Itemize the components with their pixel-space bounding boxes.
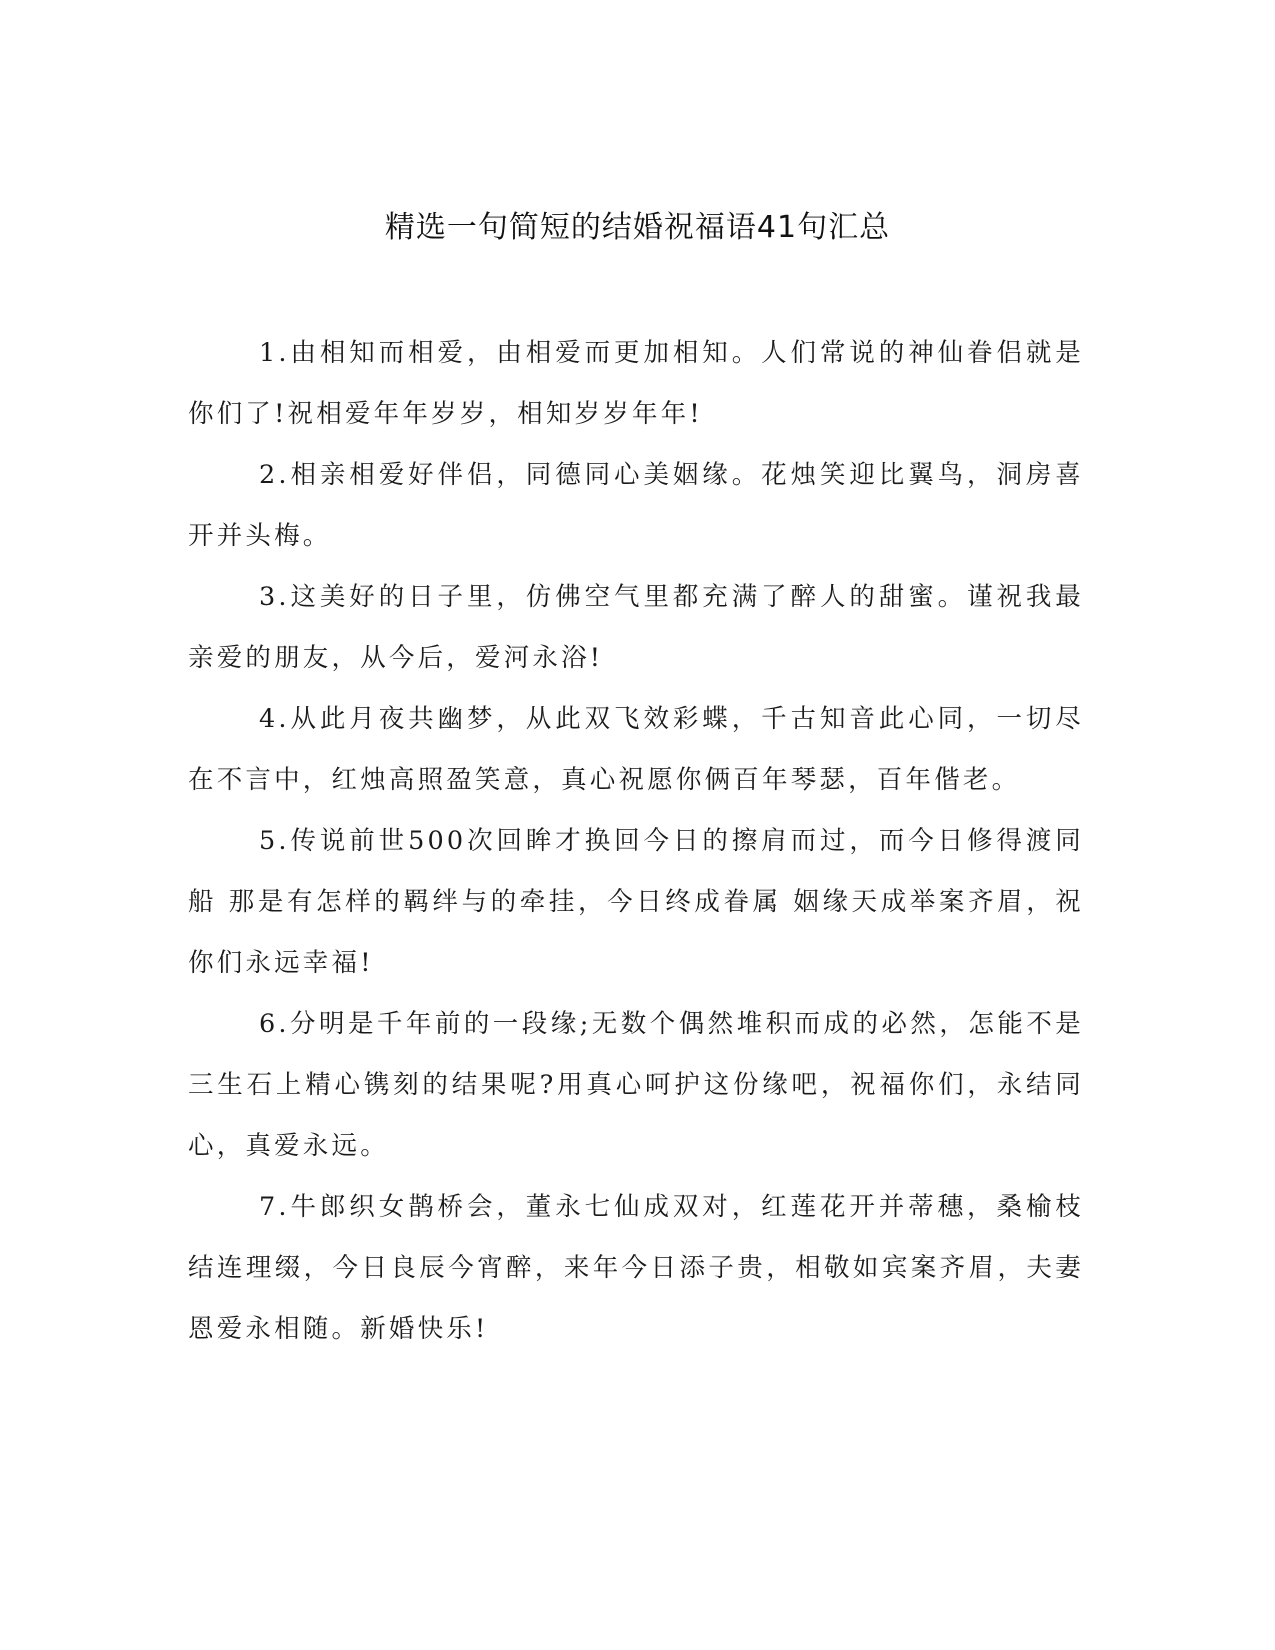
paragraph-1: 1.由相知而相爱，由相爱而更加相知。人们常说的神仙眷侣就是你们了!祝相爱年年岁岁，相知岁岁年年! xyxy=(188,338,1084,429)
document-title: 精选一句简短的结婚祝福语41句汇总 xyxy=(384,210,891,245)
paragraph-7: 7.牛郎织女鹊桥会，董永七仙成双对，红莲花开并蒂穗，桑榆枝结连理缀，今日良辰今宵醉，来年今日添子贵，相敬如宾案齐眉，夫妻恩爱永相随。新婚快乐! xyxy=(188,1192,1084,1344)
paragraph-5: 5.传说前世500次回眸才换回今日的擦肩而过，而今日修得渡同船 那是有怎样的羁绊与的牵挂，今日终成眷属 姻缘天成举案齐眉，祝你们永远幸福! xyxy=(188,826,1084,978)
document-body xyxy=(188,323,1084,1360)
paragraph-3: 3.这美好的日子里，仿佛空气里都充满了醉人的甜蜜。谨祝我最亲爱的朋友，从今后，爱河永浴! xyxy=(188,582,1084,673)
paragraph-2: 2.相亲相爱好伴侣，同德同心美姻缘。花烛笑迎比翼鸟，洞房喜开并头梅。 xyxy=(188,460,1084,551)
paragraph-6: 6.分明是千年前的一段缘;无数个偶然堆积而成的必然，怎能不是三生石上精心镌刻的结果呢?用真心呵护这份缘吧，祝福你们，永结同心，真爱永远。 xyxy=(188,1009,1084,1161)
paragraph-4: 4.从此月夜共幽梦，从此双飞效彩蝶，千古知音此心同，一切尽在不言中，红烛高照盈笑意，真心祝愿你俩百年琴瑟，百年偕老。 xyxy=(188,704,1084,795)
